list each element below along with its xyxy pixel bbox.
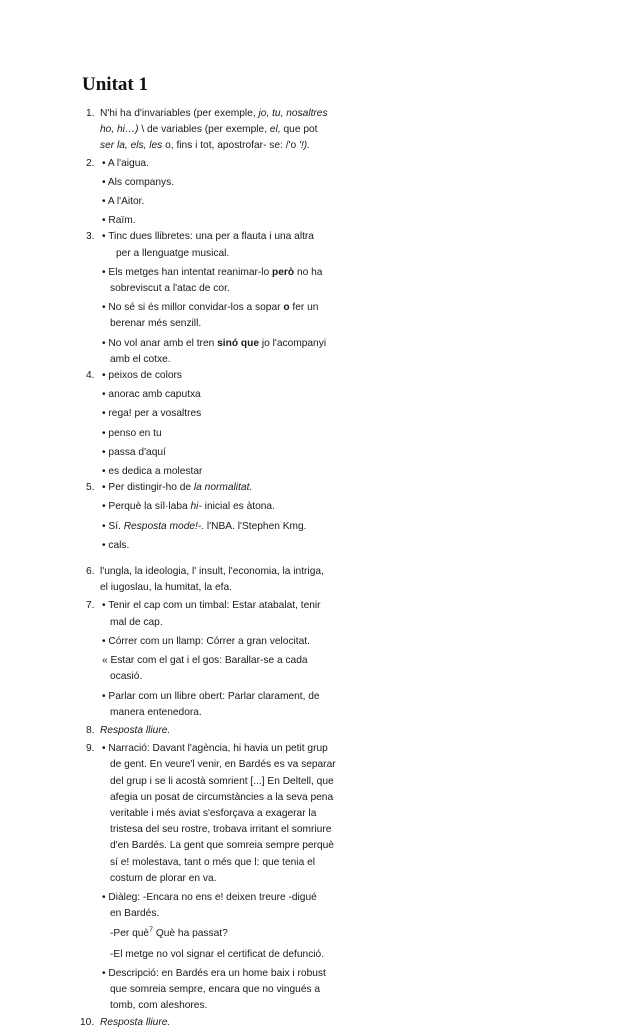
italic-span: la normalitat.	[193, 482, 253, 494]
bullet-line: • cals.	[102, 539, 130, 551]
italic-span: ser la, els, les	[100, 140, 163, 152]
bold-span: o	[283, 302, 290, 314]
text-span: costum de plorar en va.	[110, 872, 217, 884]
answer-2	[86, 156, 336, 230]
text-span: • Descripció: en Bardés era un home baix i robust	[102, 967, 326, 979]
bullet-line	[100, 229, 336, 261]
text-span: • Sí.	[102, 520, 124, 532]
italic-span: Resposta mode!-.	[123, 520, 205, 532]
bold-span: sinó que	[217, 337, 260, 349]
italic-span: el,	[269, 124, 281, 136]
bold-span: però	[272, 266, 295, 278]
text-span: o, fins i tot, apostrofar- se: /'o	[162, 140, 299, 152]
bullet-line	[100, 336, 336, 368]
text-span: • No vol anar amb el tren	[102, 337, 218, 349]
italic-span: hi-	[190, 501, 202, 513]
text-span: tomb, com aleshores.	[110, 1000, 208, 1012]
text-span: inicial es àtona.	[201, 501, 275, 513]
answer-6	[86, 564, 336, 596]
answer-text: Resposta lliure.	[100, 724, 171, 736]
bullet-line: • A l'Aitor.	[102, 196, 145, 208]
bullet-line	[100, 519, 336, 535]
bullet-line: • passa d'aquí	[102, 446, 166, 458]
text-span: • No sé si és millor convidar-los a sopar	[102, 302, 284, 314]
text-span: jo l'acompanyi	[259, 337, 327, 349]
bullet-paragraph	[100, 741, 336, 887]
text-span: • Tenir el cap com un timbal: Estar atabalat, tenir	[102, 600, 321, 612]
text-span: en Bardés.	[110, 908, 160, 920]
item-number: 1.	[86, 108, 95, 119]
text-span: • Tinc dues llibretes: una per a flauta i una altra	[102, 231, 314, 243]
bullet-line	[100, 499, 336, 515]
answer-5	[86, 480, 336, 554]
text-span: mal de cap.	[110, 616, 163, 628]
bullet-line: • Raïm.	[102, 215, 136, 227]
text-span: • Els metges han intentat reanimar-lo	[102, 266, 273, 278]
bullet-line	[100, 265, 336, 297]
item-number: 8.	[86, 724, 95, 736]
text-span: amb el cotxe.	[110, 353, 171, 365]
answer-text	[100, 106, 336, 155]
text-span: berenar més senzill.	[110, 318, 202, 330]
text-span: manera entenedora.	[110, 706, 202, 718]
page-title: Unitat 1	[82, 74, 148, 95]
text-span: no ha	[294, 266, 323, 278]
text-span: Què ha passat?	[152, 928, 228, 940]
text-span: de gent. En veure'l venir, en Bardés es va separar	[110, 759, 336, 771]
text-span: tristesa del seu rostre, trobava irritant el somriure	[110, 824, 332, 836]
bullet-line	[100, 598, 336, 630]
italic-span: ho, hi…)	[100, 124, 139, 136]
bullet-line: • A l'aigua.	[102, 157, 149, 169]
text-span: del grup i se li acostà somrient [...] En Deltell, que	[110, 775, 334, 787]
dialogue-line	[100, 926, 336, 942]
bullet-line: • peixos de colors	[102, 370, 183, 382]
text-span: que somreia sempre, encara que no vingués a	[110, 983, 321, 995]
text-span: N'hi ha d'invariables (per exemple,	[100, 108, 259, 119]
bullet-paragraph	[100, 890, 336, 922]
bullet-line	[100, 480, 336, 496]
bullet-line: • penso en tu	[102, 427, 162, 439]
answer-10	[80, 1015, 336, 1031]
text-span: d'en Bardés. La gent que somreia sempre perquè	[110, 840, 334, 852]
italic-span: '!).	[299, 140, 310, 152]
superscript-span: 7	[149, 926, 153, 934]
text-span: l'ungla, la ideologia, l' insult, l'economia, la intriga,	[100, 566, 324, 578]
text-span: per a llenguatge musical.	[116, 247, 230, 259]
item-number: 5.	[86, 482, 95, 494]
text-span: • Narració: Davant l'agència, hi havia un petit grup	[102, 743, 328, 755]
text-span: l'NBA. l'Stephen Kmg.	[204, 520, 307, 532]
text-span: el iugoslau, la humitat, la efa.	[100, 582, 232, 594]
text-span: -Per què	[110, 928, 150, 940]
bullet-line	[100, 689, 336, 721]
answer-text: Resposta lliure.	[100, 1017, 171, 1029]
item-number: 9.	[86, 743, 95, 755]
bullet-line: • Als companys.	[102, 176, 175, 188]
answer-text	[100, 564, 336, 596]
text-span: veritable i més aviat s'esforçava a exagerar la	[110, 807, 317, 819]
text-span: sobreviscut a l'atac de cor.	[110, 283, 230, 295]
text-span: afegia un posat de circumstàncies a la seva pena	[110, 791, 334, 803]
bullet-line: • es dedica a molestar	[102, 466, 203, 478]
answer-3	[86, 229, 336, 368]
bullet-line: • anorac amb caputxa	[102, 389, 201, 401]
item-number: 2.	[86, 157, 95, 169]
bullet-line: • Córrer com un llamp: Córrer a gran velocitat.	[102, 635, 310, 647]
text-span: fer un	[289, 302, 319, 314]
item-number: 7.	[86, 600, 95, 612]
bullet-line	[100, 300, 336, 332]
text-span: • Perquè la síl·laba	[102, 501, 191, 513]
item-number: 6.	[86, 566, 95, 578]
bullet-paragraph	[100, 966, 336, 1015]
answer-7	[86, 598, 336, 720]
answer-8	[86, 723, 336, 739]
answer-4	[86, 368, 336, 480]
text-span: • Diàleg: -Encara no ens e! deixen treure -digué	[102, 891, 317, 903]
item-number: 10.	[80, 1017, 95, 1029]
text-span: • Per distingir-ho de	[102, 482, 194, 494]
answer-9	[86, 741, 336, 1014]
item-number: 3.	[86, 231, 95, 243]
bullet-line: « Estar com el gat i el gos: Barallar-se a cada ocasió.	[102, 655, 308, 683]
dialogue-line: -El metge no vol signar el certificat de defunció.	[110, 948, 325, 960]
answer-1	[86, 106, 336, 155]
text-span: sí e! molestava, tant o més que l: que tenia el	[110, 856, 315, 868]
text-span: \ de variables (per exemple,	[138, 124, 270, 136]
italic-span: jo, tu, nosaltres	[258, 108, 328, 119]
text-span: que pot	[280, 124, 318, 136]
item-number: 4.	[86, 370, 95, 382]
answer-list	[80, 106, 336, 1032]
bullet-line: • rega! per a vosaltres	[102, 408, 202, 420]
text-span: • Parlar com un llibre obert: Parlar clarament, de	[102, 690, 320, 702]
